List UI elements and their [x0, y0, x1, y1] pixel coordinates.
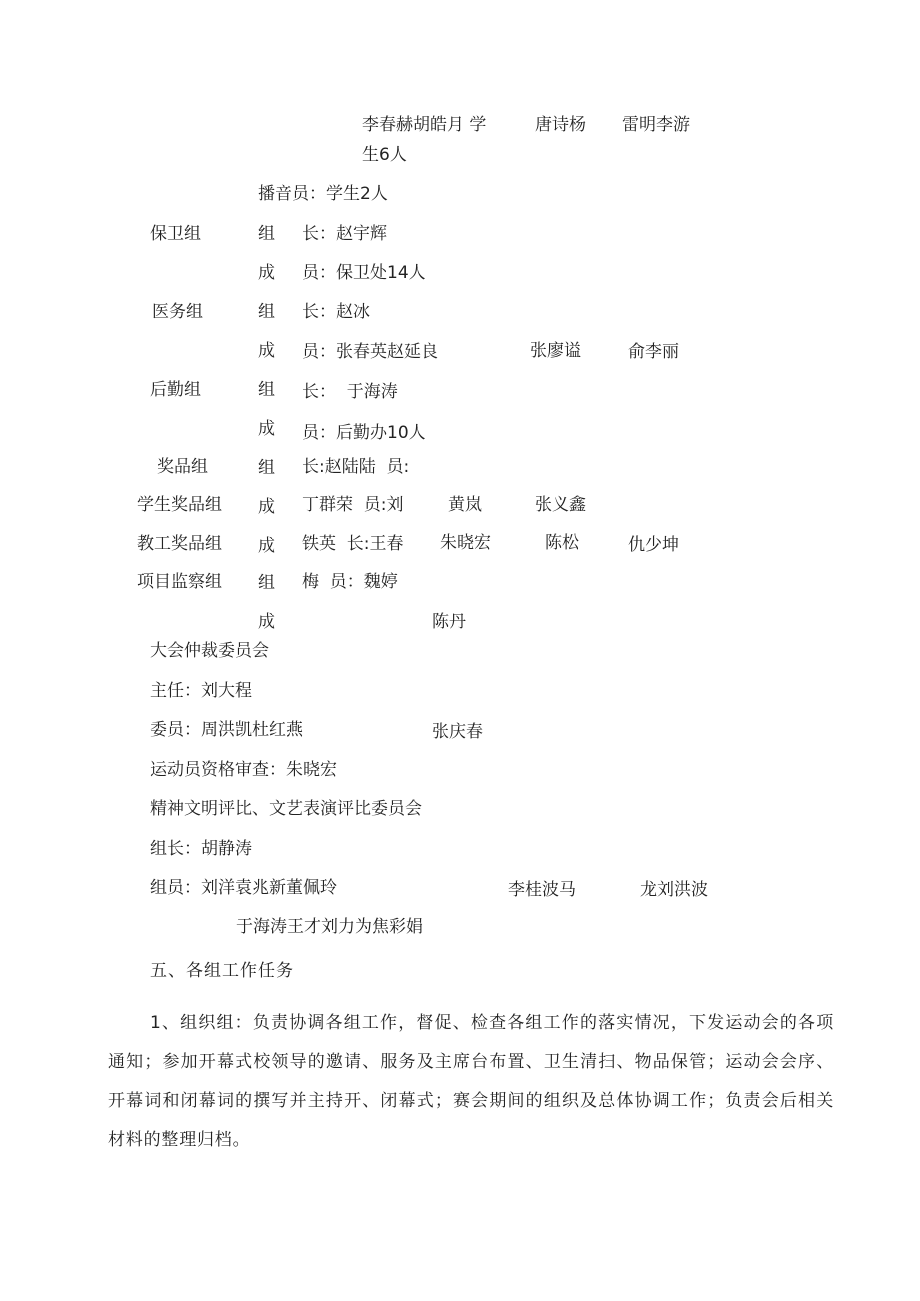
- prizes-group-label: 奖品组: [157, 457, 208, 477]
- student-prizes-text-a: 丁群荣 员:刘: [302, 495, 404, 515]
- supervision-prefix: 组: [258, 573, 275, 593]
- security-leader-prefix: 组: [258, 224, 275, 244]
- top-names-line1-c: 雷明李游: [622, 115, 690, 135]
- arbitration-director: 主任：刘大程: [150, 681, 252, 701]
- staff-prizes-prefix: 成: [258, 536, 275, 556]
- spirit-members-b: 李桂波马: [508, 880, 576, 900]
- top-names-line2: 生6人: [362, 145, 407, 165]
- staff-prizes-text-c: 陈松: [545, 533, 579, 553]
- security-members: 员：保卫处14人: [302, 263, 426, 283]
- security-group-label: 保卫组: [150, 224, 201, 244]
- medical-members-b: 张廖谥: [530, 341, 581, 361]
- prizes-text: 长:赵陆陆 员:: [302, 457, 410, 477]
- top-names-line1-b: 唐诗杨: [535, 115, 586, 135]
- logistics-leader: 长： 于海涛: [302, 382, 398, 402]
- medical-group-label: 医务组: [152, 302, 203, 322]
- supervision-text2: 陈丹: [432, 612, 466, 632]
- arbitration-members-a: 委员：周洪凯杜红燕: [150, 720, 303, 740]
- student-prizes-text-c: 张义鑫: [535, 495, 586, 515]
- medical-leader-prefix: 组: [258, 302, 275, 322]
- top-names-line1-a: 李春赫胡皓月 学: [362, 115, 487, 135]
- student-prizes-group-label: 学生奖品组: [137, 495, 222, 515]
- section-title: 五、各组工作任务: [150, 961, 294, 981]
- arbitration-eligibility: 运动员资格审查：朱晓宏: [150, 760, 337, 780]
- logistics-members: 员：后勤办10人: [302, 423, 426, 443]
- arbitration-members-b: 张庆春: [432, 722, 483, 742]
- supervision-text: 梅 员：魏婷: [302, 572, 398, 592]
- arbitration-title: 大会仲裁委员会: [150, 641, 269, 661]
- announcer-line: 播音员：学生2人: [258, 184, 388, 204]
- medical-members-c: 俞李丽: [628, 342, 679, 362]
- security-member-prefix: 成: [258, 263, 275, 283]
- spirit-members-d: 于海涛王才刘力为焦彩娟: [236, 917, 423, 937]
- logistics-member-prefix: 成: [258, 419, 275, 439]
- medical-leader: 长：赵冰: [302, 302, 370, 322]
- staff-prizes-group-label: 教工奖品组: [137, 534, 222, 554]
- staff-prizes-text-a: 铁英 长:王春: [302, 534, 404, 554]
- spirit-leader: 组长：胡静涛: [150, 839, 252, 859]
- spirit-members-a: 组员：刘洋袁兆新董佩玲: [150, 878, 337, 898]
- supervision-group-label: 项目监察组: [137, 572, 222, 592]
- spirit-title: 精神文明评比、文艺表演评比委员会: [150, 799, 422, 819]
- student-prizes-prefix: 成: [258, 497, 275, 517]
- logistics-leader-prefix: 组: [258, 380, 275, 400]
- body-paragraph: 1、组织组：负责协调各组工作，督促、检查各组工作的落实情况，下发运动会的各项通知；参加开幕式校领导的邀请、服务及主席台布置、卫生清扫、物品保管；运动会会序、开幕词和闭幕词的撰写并主持开、闭幕式；赛会期间的组织及总体协调工作；负责会后相关材料的整理归档。: [108, 1013, 834, 1150]
- security-leader: 长：赵宇辉: [302, 224, 387, 244]
- staff-prizes-text-d: 仇少坤: [628, 535, 679, 555]
- medical-member-prefix: 成: [258, 341, 275, 361]
- supervision-prefix2: 成: [258, 612, 275, 632]
- logistics-group-label: 后勤组: [150, 380, 201, 400]
- medical-members-a: 员：张春英赵延良: [302, 342, 438, 362]
- spirit-members-c: 龙刘洪波: [640, 880, 708, 900]
- prizes-prefix: 组: [258, 458, 275, 478]
- student-prizes-text-b: 黄岚: [448, 495, 482, 515]
- staff-prizes-text-b: 朱晓宏: [440, 533, 491, 553]
